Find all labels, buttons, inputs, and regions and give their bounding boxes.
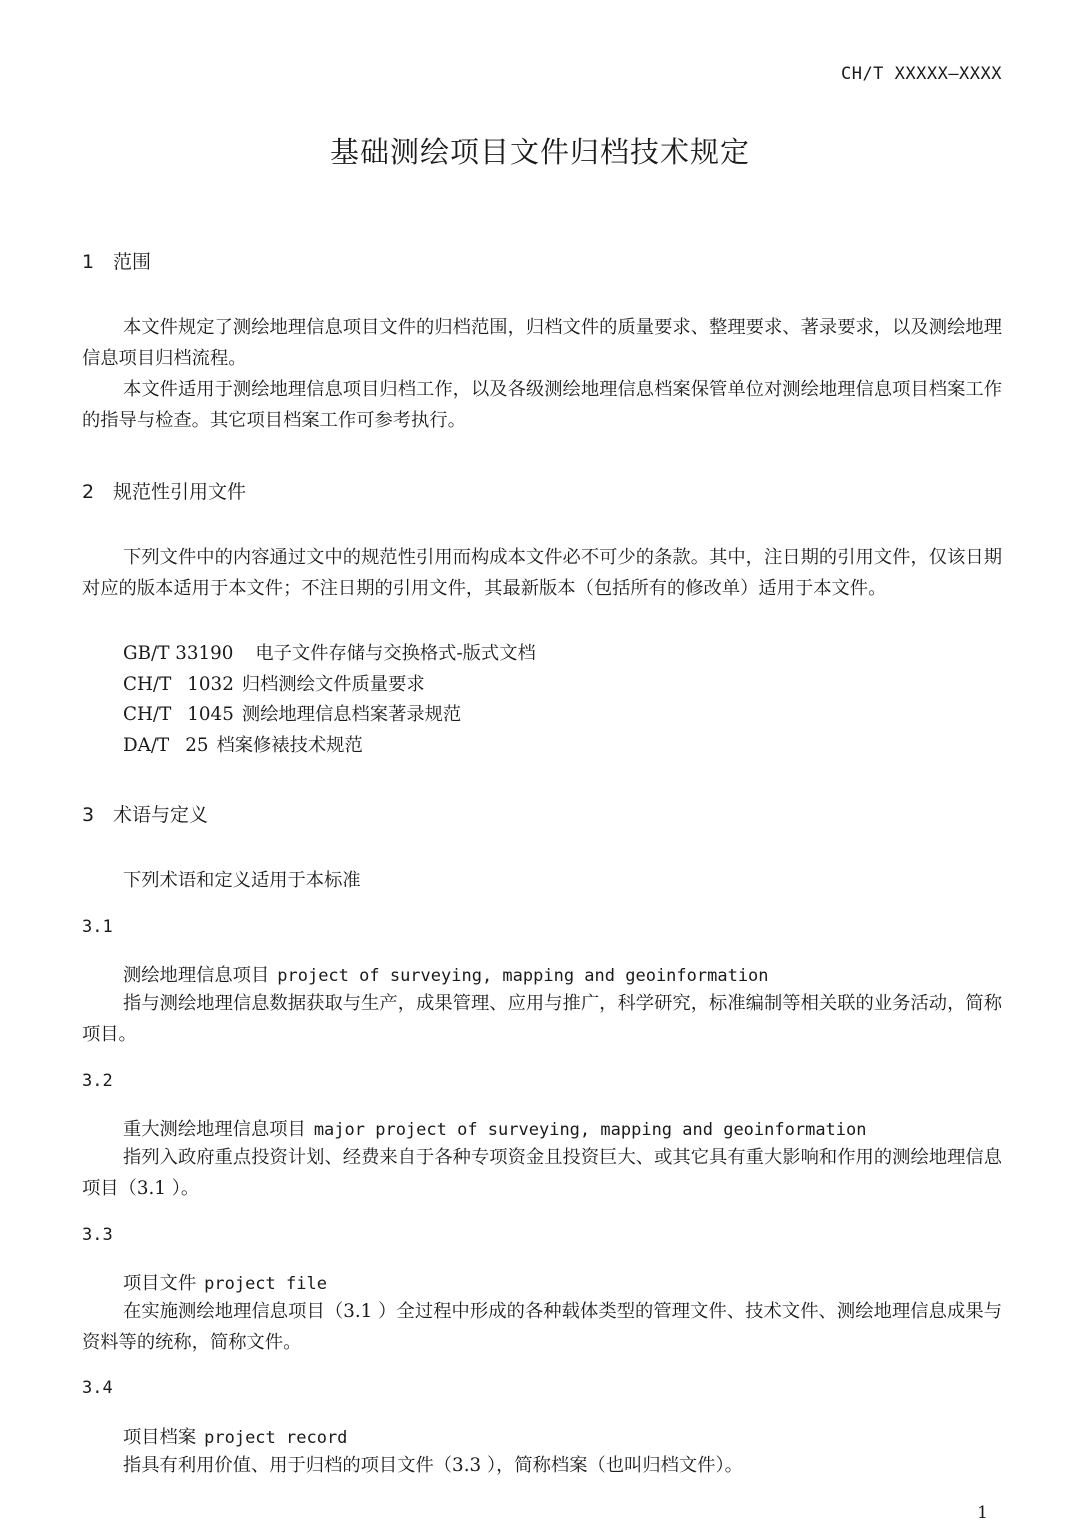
section-title: 范围 [113,251,152,273]
standard-code: CH/T XXXXX—XXXX [840,64,1002,84]
term-heading [123,961,769,987]
section-title: 规范性引用文件 [113,481,247,503]
reference-name: 归档测绘文件质量要求 [241,674,425,695]
section-heading-terms-definitions [82,800,208,827]
term-definition: 在实施测绘地理信息项目（3.1 ）全过程中形成的各种载体类型的管理文件、技术文件、测绘地理信息成果与资料等的统称，简称文件。 [82,1301,1002,1353]
document-title: 基础测绘项目文件归档技术规定 [329,135,750,169]
clause-number: 3.1 [82,917,113,937]
section-title: 术语与定义 [113,804,209,826]
term-definition: 指列入政府重点投资计划、经费来自于各种专项资金且投资巨大、或其它具有重大影响和作用的测绘地理信息项目（3.1 ）。 [82,1147,1002,1199]
reference-item [123,639,536,665]
clause-number: 3.2 [82,1071,113,1091]
term-english: project record [204,1428,348,1448]
section-heading-scope [82,247,151,274]
term-english: major project of surveying, mapping and geoinformation [313,1120,867,1140]
term-chinese: 项目文件 [123,1273,197,1294]
term-heading [123,1115,867,1141]
reference-code: CH/T [123,704,172,725]
term-english: project of surveying, mapping and geoinformation [277,966,769,986]
reference-name: 电子文件存储与交换格式-版式文档 [255,643,536,664]
section-heading-normative-references [82,477,246,504]
reference-code: DA/T [123,735,170,756]
paragraph: 本文件规定了测绘地理信息项目文件的归档范围，归档文件的质量要求、整理要求、著录要求，以及测绘地理信息项目归档流程。 [82,317,1002,369]
reference-item [123,731,363,757]
term-definition: 指具有利用价值、用于归档的项目文件（3.3 ），简称档案（也叫归档文件）。 [123,1455,743,1476]
reference-number: 1032 [187,674,234,695]
reference-number: 25 [185,735,209,756]
reference-code: GB/T 33190 [123,643,234,664]
clause-number: 3.4 [82,1378,113,1398]
page-number: 1 [977,1503,988,1523]
term-heading [123,1423,347,1449]
term-chinese: 测绘地理信息项目 [123,965,270,986]
paragraph: 本文件适用于测绘地理信息项目归档工作，以及各级测绘地理信息档案保管单位对测绘地理信息项目档案工作的指导与检查。其它项目档案工作可参考执行。 [82,379,1002,431]
reference-item [123,700,461,726]
section-number: 3 [82,804,95,826]
term-chinese: 重大测绘地理信息项目 [123,1119,306,1140]
paragraph: 下列文件中的内容通过文中的规范性引用而构成本文件必不可少的条款。其中，注日期的引用文件，仅该日期对应的版本适用于本文件；不注日期的引用文件，其最新版本（包括所有的修改单）适用于本文件。 [82,547,1002,599]
reference-number: 1045 [187,704,234,725]
term-definition: 指与测绘地理信息数据获取与生产，成果管理、应用与推广，科学研究，标准编制等相关联的业务活动，简称项目。 [82,993,1002,1045]
section-number: 1 [82,251,95,273]
term-english: project file [204,1274,327,1294]
section-number: 2 [82,481,95,503]
paragraph: 下列术语和定义适用于本标准 [123,870,361,891]
reference-name: 测绘地理信息档案著录规范 [241,704,462,725]
reference-name: 档案修裱技术规范 [216,735,363,756]
clause-number: 3.3 [82,1225,113,1245]
term-heading [123,1269,327,1295]
reference-item [123,670,425,696]
reference-code: CH/T [123,674,172,695]
term-chinese: 项目档案 [123,1427,197,1448]
